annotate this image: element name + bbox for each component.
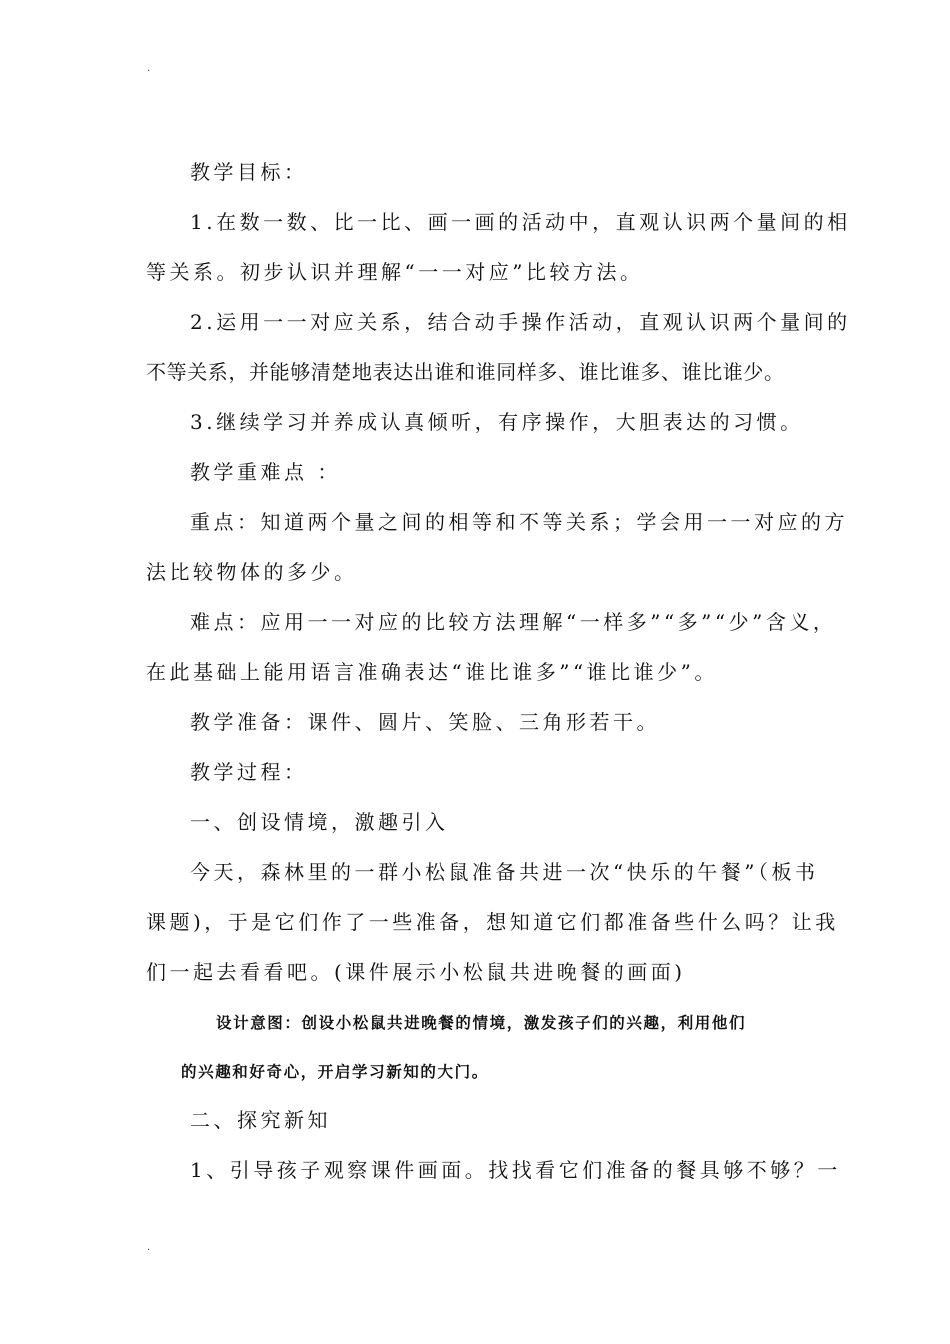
goal-2-line-1: 2.运用一一对应关系，结合动手操作活动，直观认识两个量间的	[190, 310, 851, 334]
intro-line-1: 今天，森林里的一群小松鼠准备共进一次“快乐的午餐”（板书	[190, 860, 819, 884]
key-point-line-2: 法比较物体的多少。	[146, 560, 358, 584]
page-corner-mark-bottom: .	[147, 1242, 151, 1253]
goal-3-line: 3.继续学习并养成认真倾听，有序操作，大胆表达的习惯。	[190, 410, 804, 434]
intro-line-2: 课题)，于是它们作了一些准备，想知道它们都准备些什么吗？让我	[146, 910, 839, 934]
design-intent-line-1: 设计意图：创设小松鼠共进晚餐的情境，激发孩子们的兴趣，利用他们	[216, 1014, 747, 1032]
teaching-process-heading: 教学过程：	[190, 760, 308, 784]
page-corner-mark-top: .	[147, 63, 151, 74]
goal-2-line-2: 不等关系，并能够清楚地表达出谁和谁同样多、谁比谁多、谁比谁少。	[146, 360, 785, 384]
explore-step-1: 1、引导孩子观察课件画面。找找看它们准备的餐具够不够？一	[190, 1158, 841, 1182]
teaching-goals-heading: 教学目标：	[190, 160, 308, 184]
goal-1-line-2: 等关系。初步认识并理解“一一对应”比较方法。	[146, 260, 644, 284]
goal-1-line-1: 1.在数一数、比一比、画一画的活动中，直观认识两个量间的相	[190, 210, 851, 234]
teaching-preparation: 教学准备：课件、圆片、笑脸、三角形若干。	[190, 710, 660, 734]
section-2-heading: 二、探究新知	[190, 1108, 331, 1132]
design-intent-line-2: 的兴趣和好奇心，开启学习新知的大门。	[181, 1063, 489, 1081]
key-points-heading: 教学重难点 ：	[190, 460, 341, 484]
difficulty-line-2: 在此基础上能用语言准确表达“谁比谁多”“谁比谁少”。	[146, 660, 718, 684]
difficulty-line-1: 难点：应用一一对应的比较方法理解“一样多”“多”“少”含义，	[190, 610, 837, 634]
key-point-line-1: 重点：知道两个量之间的相等和不等关系；学会用一一对应的方	[190, 510, 848, 534]
section-1-heading: 一、创设情境，激趣引入	[190, 810, 449, 834]
intro-line-3: 们一起去看看吧。(课件展示小松鼠共进晚餐的画面)	[146, 960, 686, 984]
